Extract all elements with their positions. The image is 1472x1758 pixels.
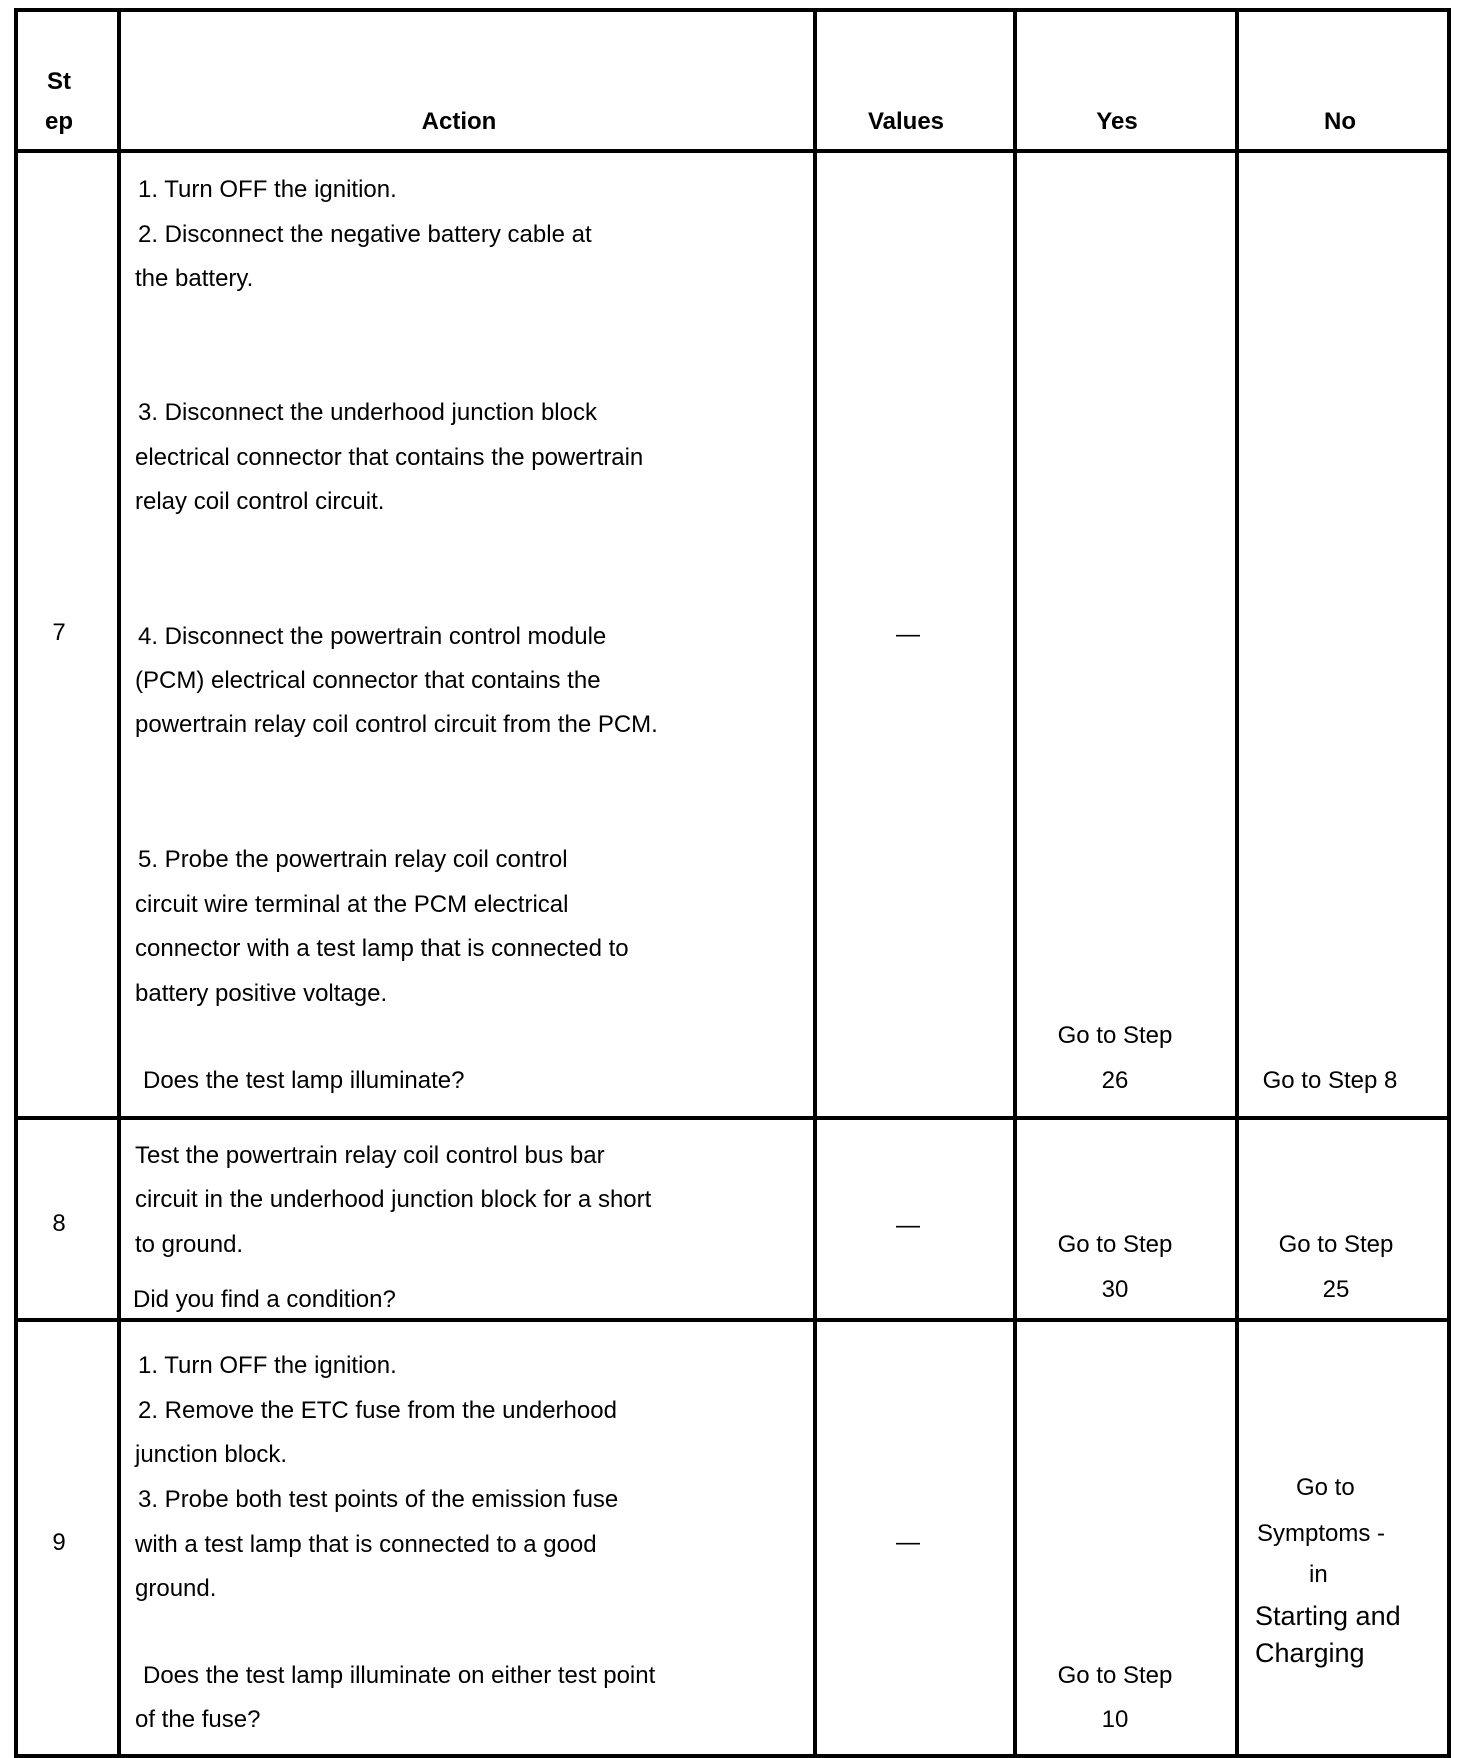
action-question: of the fuse? [135, 1706, 261, 1733]
action-line: junction block. [135, 1441, 288, 1468]
no-link[interactable]: in [1309, 1561, 1328, 1588]
action-line: to ground. [135, 1231, 244, 1258]
action-line: circuit in the underhood junction block for a short [135, 1186, 652, 1213]
table-border-left [14, 8, 18, 1758]
column-divider [1013, 8, 1017, 1758]
header-values: Values [867, 108, 945, 135]
yes-link[interactable]: 30 [1101, 1276, 1129, 1303]
header-no: No [1324, 108, 1356, 135]
table-border-right [1447, 8, 1451, 1758]
action-line: circuit wire terminal at the PCM electrical [135, 891, 569, 918]
yes-link[interactable]: 10 [1101, 1706, 1129, 1733]
header-step: ep [44, 108, 74, 135]
action-question: Did you find a condition? [133, 1286, 396, 1313]
step-number: 9 [52, 1529, 66, 1556]
action-line: 1. Turn OFF the ignition. [138, 176, 397, 203]
no-link[interactable]: Symptoms - [1257, 1520, 1386, 1547]
action-line: electrical connector that contains the powertrain [135, 444, 644, 471]
column-divider [117, 8, 121, 1758]
no-link[interactable]: Charging [1255, 1638, 1365, 1668]
values-cell: — [896, 621, 920, 648]
action-line: (PCM) electrical connector that contains the [135, 667, 601, 694]
action-line: 2. Disconnect the negative battery cable at [138, 221, 592, 248]
action-line: 4. Disconnect the powertrain control module [138, 623, 607, 650]
values-cell: — [896, 1529, 920, 1556]
action-line: Test the powertrain relay coil control bus bar [135, 1142, 605, 1169]
action-question: Does the test lamp illuminate on either test point [143, 1662, 656, 1689]
no-link[interactable]: Go to Step [1278, 1231, 1394, 1258]
values-cell: — [896, 1212, 920, 1239]
no-link[interactable]: Starting and [1255, 1601, 1401, 1631]
yes-link[interactable]: 26 [1101, 1067, 1129, 1094]
step-number: 8 [52, 1210, 66, 1237]
action-line: ground. [135, 1575, 217, 1602]
header-action: Action [421, 108, 497, 135]
action-line: 3. Probe both test points of the emission fuse [138, 1486, 619, 1513]
action-line: relay coil control circuit. [135, 488, 385, 515]
no-link[interactable]: 25 [1322, 1276, 1350, 1303]
action-line: powertrain relay coil control circuit from the PCM. [135, 711, 658, 738]
no-link[interactable]: Go to [1296, 1474, 1355, 1501]
action-line: 1. Turn OFF the ignition. [138, 1352, 397, 1379]
header-step: St [47, 68, 71, 95]
column-divider [1235, 8, 1239, 1758]
action-line: 2. Remove the ETC fuse from the underhood [138, 1397, 617, 1424]
action-line: 3. Disconnect the underhood junction block [138, 399, 597, 426]
column-divider [813, 8, 817, 1758]
step-number: 7 [52, 619, 66, 646]
action-question: Does the test lamp illuminate? [143, 1067, 465, 1094]
action-line: the battery. [135, 265, 254, 292]
action-line: with a test lamp that is connected to a good [135, 1531, 597, 1558]
header-yes: Yes [1096, 108, 1138, 135]
action-line: 5. Probe the powertrain relay coil control [138, 846, 568, 873]
yes-link[interactable]: Go to Step [1057, 1022, 1173, 1049]
action-line: battery positive voltage. [135, 980, 388, 1007]
action-line: connector with a test lamp that is connected to [135, 935, 629, 962]
yes-link[interactable]: Go to Step [1057, 1231, 1173, 1258]
yes-link[interactable]: Go to Step [1057, 1662, 1173, 1689]
no-link[interactable]: Go to Step 8 [1262, 1067, 1398, 1094]
